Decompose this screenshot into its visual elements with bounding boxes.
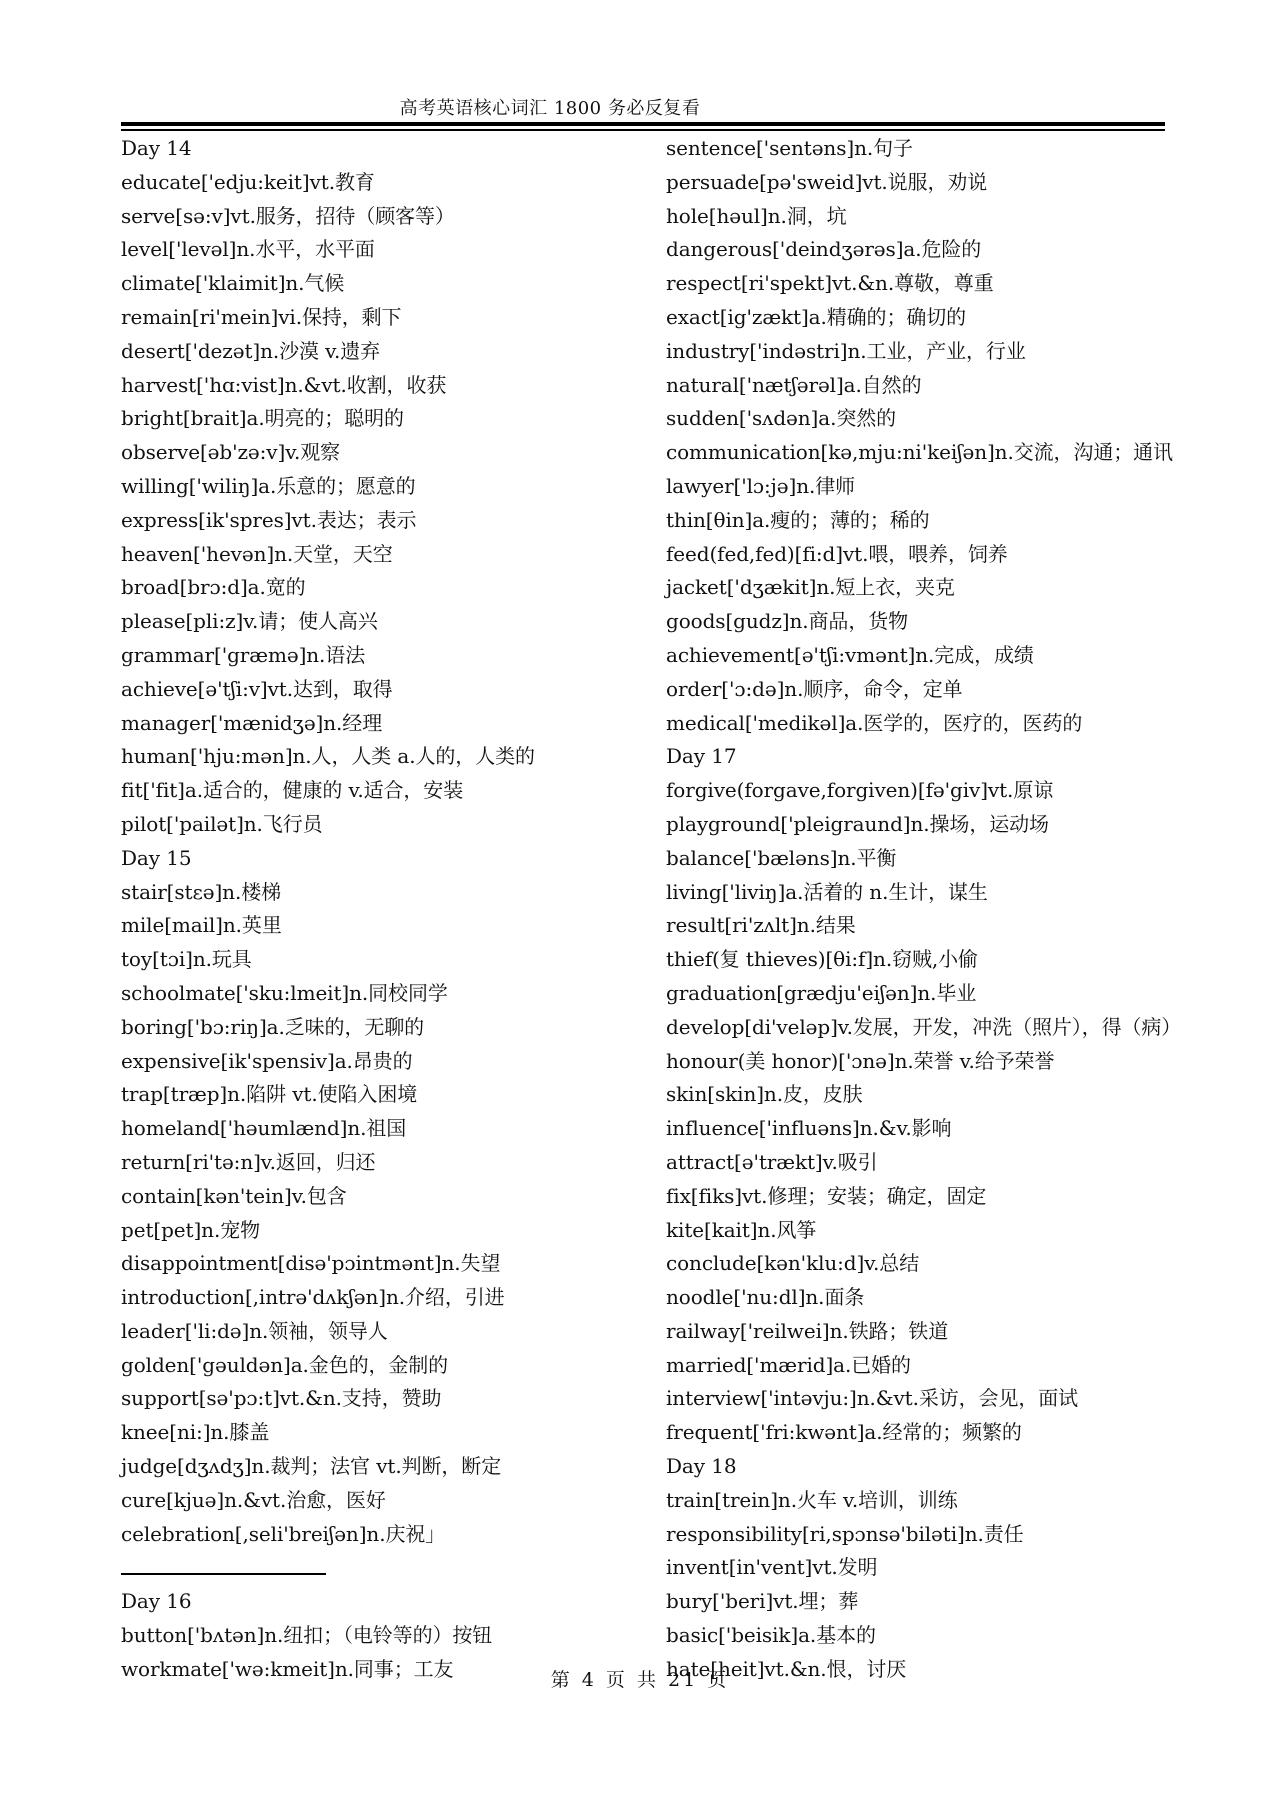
vocab-entry: forgive(forgave,forgiven)[fə'giv]vt.原谅	[666, 778, 1054, 803]
vocab-entry: leader['li:də]n.领袖，领导人	[121, 1318, 388, 1343]
vocab-entry: button['bʌtən]n.纽扣；（电铃等的）按钮	[121, 1623, 493, 1648]
vocab-entry: balance['bæləns]n.平衡	[666, 845, 897, 870]
vocab-entry: remain[ri'mein]vi.保持，剩下	[121, 304, 402, 329]
vocab-entry: introduction[,intrə'dʌkʃən]n.介绍，引进	[121, 1285, 505, 1310]
vocab-entry: boring['bɔ:riŋ]a.乏味的，无聊的	[121, 1014, 425, 1039]
header-rule-thin	[121, 129, 1165, 131]
vocab-entry: expensive[ik'spensiv]a.昂贵的	[121, 1048, 413, 1073]
left-column	[121, 132, 651, 1687]
section-separator	[121, 1551, 651, 1585]
vocab-entry: manager['mænidʒə]n.经理	[121, 710, 383, 735]
page-footer: 第 4 页 共 21 页	[550, 1669, 730, 1691]
vocab-entry: hate[heit]vt.&n.恨，讨厌	[666, 1656, 907, 1681]
vocab-entry: invent[in'vent]vt.发明	[666, 1555, 878, 1580]
day-heading: Day 14	[121, 136, 192, 160]
header-title: 高考英语核心词汇 1800 务必反复看	[399, 98, 701, 119]
vocab-entry: please[pli:z]v.请；使人高兴	[121, 609, 378, 634]
vocab-entry: willing['wiliŋ]a.乐意的；愿意的	[121, 473, 416, 498]
vocab-entry: contain[kən'tein]v.包含	[121, 1183, 347, 1208]
vocab-entry: toy[tɔi]n.玩具	[121, 947, 252, 972]
vocab-entry: stair[stεə]n.楼梯	[121, 879, 282, 904]
vocab-entry: result[ri'zʌlt]n.结果	[666, 913, 856, 938]
vocab-entry: playground['pleigraund]n.操场，运动场	[666, 811, 1049, 836]
vocab-entry: goods[gudz]n.商品，货物	[666, 609, 909, 634]
vocab-entry: grammar['græmə]n.语法	[121, 642, 366, 667]
vocab-entry: responsibility[ri,spɔnsə'biləti]n.责任	[666, 1521, 1024, 1546]
vocab-entry: mile[mail]n.英里	[121, 913, 282, 938]
vocab-entry: persuade[pə'sweid]vt.说服，劝说	[666, 169, 988, 194]
vocab-entry: conclude[kən'klu:d]v.总结	[666, 1251, 920, 1276]
vocab-entry: disappointment[disə'pɔintmənt]n.失望	[121, 1251, 501, 1276]
vocab-entry: jacket['dʒækit]n.短上衣，夹克	[666, 575, 955, 600]
vocab-entry: thin[θin]a.瘦的；薄的；稀的	[666, 507, 930, 532]
vocab-entry: noodle['nu:dl]n.面条	[666, 1285, 865, 1310]
vocab-entry: graduation[grædju'eiʃən]n.毕业	[666, 980, 977, 1005]
vocab-entry: interview['intəvju:]n.&vt.采访，会见，面试	[666, 1386, 1079, 1411]
vocab-entry: trap[træp]n.陷阱 vt.使陷入困境	[121, 1082, 418, 1107]
vocab-entry: pilot['pailət]n.飞行员	[121, 811, 323, 836]
day-heading: Day 16	[121, 1589, 192, 1614]
vocab-entry: cure[kjuə]n.&vt.治愈，医好	[121, 1487, 386, 1512]
vocab-entry: knee[ni:]n.膝盖	[121, 1420, 270, 1445]
separator-line	[121, 1573, 326, 1575]
vocab-entry: fit['fit]a.适合的，健康的 v.适合，安装	[121, 778, 464, 803]
vocab-entry: train[trein]n.火车 v.培训，训练	[666, 1487, 958, 1512]
vocab-entry: skin[skin]n.皮，皮肤	[666, 1082, 863, 1107]
vocab-entry: express[ik'spres]vt.表达；表示	[121, 507, 417, 532]
vocab-entry: influence['influəns]n.&v.影响	[666, 1116, 952, 1141]
vocab-entry: natural['nætʃərəl]a.自然的	[666, 372, 922, 397]
vocab-entry: thief(复 thieves)[θi:f]n.窃贼,小偷	[666, 947, 978, 972]
vocab-entry: celebration[,seli'breiʃən]n.庆祝」	[121, 1521, 446, 1546]
page-header	[0, 94, 1280, 120]
vocab-entry: hole[həul]n.洞，坑	[666, 203, 847, 228]
vocab-entry: order['ɔ:də]n.顺序，命令，定单	[666, 676, 963, 701]
vocab-entry: human['hju:mən]n.人，人类 a.人的，人类的	[121, 744, 535, 769]
vocab-entry: workmate['wə:kmeit]n.同事；工友	[121, 1656, 454, 1681]
vocab-entry: industry['indəstri]n.工业，产业，行业	[666, 338, 1026, 363]
day-heading: Day 18	[666, 1454, 737, 1479]
vocab-entry: desert['dezət]n.沙漠 v.遗弃	[121, 338, 381, 363]
vocab-entry: lawyer['lɔ:jə]n.律师	[666, 473, 856, 498]
vocab-entry: honour(美 honor)['ɔnə]n.荣誉 v.给予荣誉	[666, 1048, 1055, 1073]
day-heading: Day 15	[121, 845, 192, 870]
vocab-entry: educate['edju:keit]vt.教育	[121, 169, 375, 194]
vocab-entry: schoolmate['sku:lmeit]n.同校同学	[121, 980, 448, 1005]
vocab-entry: dangerous['deindʒərəs]a.危险的	[666, 237, 982, 262]
vocab-entry: sudden['sʌdən]a.突然的	[666, 406, 897, 431]
vocab-entry: broad[brɔ:d]a.宽的	[121, 575, 306, 600]
vocab-entry: fix[fiks]vt.修理；安装；确定，固定	[666, 1183, 987, 1208]
vocab-entry: feed(fed,fed)[fi:d]vt.喂，喂养，饲养	[666, 541, 1008, 566]
vocab-entry: observe[əb'zə:v]v.观察	[121, 440, 341, 465]
vocab-entry: married['mærid]a.已婚的	[666, 1352, 911, 1377]
vocab-entry: level['levəl]n.水平，水平面	[121, 237, 375, 262]
vocab-entry: return[ri'tə:n]v.返回，归还	[121, 1149, 376, 1174]
vocab-entry: bright[brait]a.明亮的；聪明的	[121, 406, 404, 431]
vocab-entry: homeland['həumlænd]n.祖国	[121, 1116, 407, 1141]
right-column	[666, 132, 1186, 1687]
vocab-entry: railway['reilwei]n.铁路；铁道	[666, 1318, 949, 1343]
vocab-entry: achieve[ə'tʃi:v]vt.达到，取得	[121, 676, 393, 701]
vocab-entry: climate['klaimit]n.气候	[121, 271, 345, 296]
vocab-entry: medical['medikəl]a.医学的，医疗的，医药的	[666, 710, 1083, 735]
vocab-entry: heaven['hevən]n.天堂，天空	[121, 541, 393, 566]
vocab-entry: kite[kait]n.风筝	[666, 1217, 817, 1242]
vocab-entry: communication[kə,mju:ni'keiʃən]n.交流，沟通；通讯	[666, 440, 1173, 465]
vocab-entry: judge[dʒʌdʒ]n.裁判；法官 vt.判断，断定	[121, 1454, 502, 1479]
vocab-entry: sentence['sentəns]n.句子	[666, 136, 913, 160]
vocab-entry: support[sə'pɔ:t]vt.&n.支持，赞助	[121, 1386, 442, 1411]
header-rule-thick	[121, 122, 1165, 126]
day-heading: Day 17	[666, 744, 737, 769]
vocab-entry: golden['gəuldən]a.金色的，金制的	[121, 1352, 449, 1377]
vocab-entry: achievement[ə'tʃi:vmənt]n.完成，成绩	[666, 642, 1034, 667]
vocab-entry: pet[pet]n.宠物	[121, 1217, 260, 1242]
vocab-entry: develop[di'veləp]v.发展，开发，冲洗（照片），得（病）	[666, 1014, 1182, 1039]
vocab-entry: attract[ə'trækt]v.吸引	[666, 1149, 878, 1174]
vocab-entry: harvest['hɑ:vist]n.&vt.收割，收获	[121, 372, 447, 397]
vocab-entry: basic['beisik]a.基本的	[666, 1623, 876, 1648]
vocab-entry: respect[ri'spekt]vt.&n.尊敬，尊重	[666, 271, 994, 296]
vocab-entry: living['liviŋ]a.活着的 n.生计，谋生	[666, 879, 988, 904]
vocab-entry: frequent['fri:kwənt]a.经常的；频繁的	[666, 1420, 1022, 1445]
vocab-entry: exact[ig'zækt]a.精确的；确切的	[666, 304, 967, 329]
vocab-entry: serve[sə:v]vt.服务，招待（顾客等）	[121, 203, 455, 228]
vocab-entry: bury['beri]vt.埋；葬	[666, 1589, 859, 1614]
